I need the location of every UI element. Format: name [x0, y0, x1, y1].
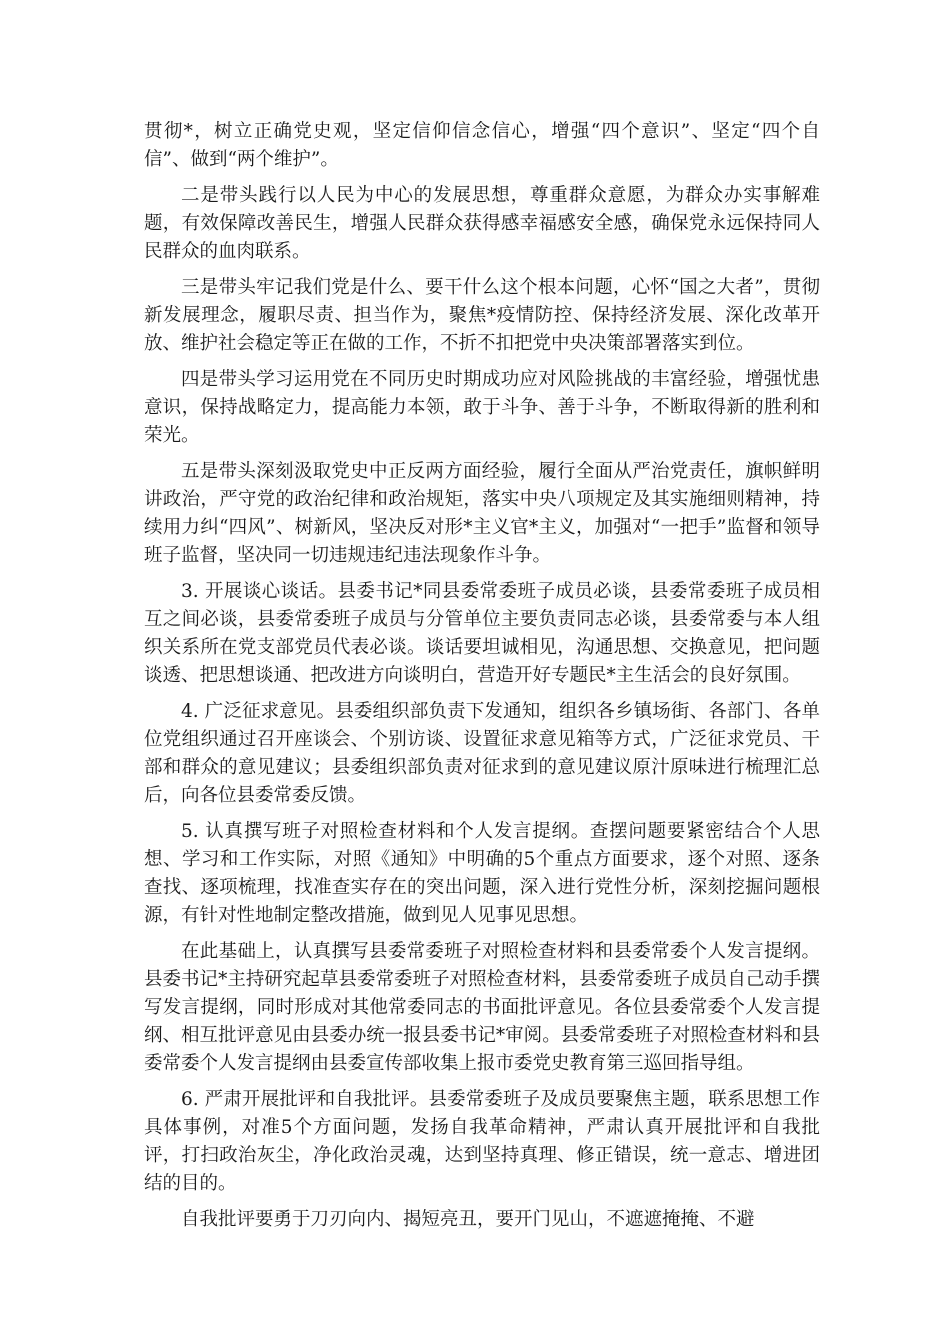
paragraph-item-four: 四是带头学习运用党在不同历史时期成功应对风险挑战的丰富经验，增强忧患意识，保持战略定力，提高能力本领，敢于斗争、善于斗争，不断取得新的胜利和荣光。: [144, 369, 820, 446]
paragraph-section-5-detail: 在此基础上，认真撰写县委常委班子对照检查材料和县委常委个人发言提纲。县委书记*主持研究起草县委常委班子对照检查材料，县委常委班子成员自己动手撰写发言提纲，同时形成对其他常委同志的书面批评意见。各位县委常委个人发言提纲、相互批评意见由县委办统一报县委书记*审阅。县委常委班子对照检查材料和县委常委个人发言提纲由县委宣传部收集上报市委党史教育第三巡回指导组。: [144, 941, 820, 1074]
paragraph-item-two: 二是带头践行以人民为中心的发展思想，尊重群众意愿，为群众办实事解难题，有效保障改善民生，增强人民群众获得感幸福感安全感，确保党永远保持同人民群众的血肉联系。: [144, 185, 820, 262]
paragraph-section-6: 6. 严肃开展批评和自我批评。县委常委班子及成员要聚焦主题，联系思想工作具体事例，对准5个方面问题，发扬自我革命精神，严肃认真开展批评和自我批评，打扫政治灰尘，净化政治灵魂，达到坚持真理、修正错误，统一意志、增进团结的目的。: [144, 1089, 820, 1194]
paragraph-item-five: 五是带头深刻汲取党史中正反两方面经验，履行全面从严治党责任，旗帜鲜明讲政治，严守党的政治纪律和政治规矩，落实中央八项规定及其实施细则精神，持续用力纠“四风”、树新风，坚决反对形*主义官*主义，加强对“一把手”监督和领导班子监督，坚决同一切违规违纪违法现象作斗争。: [144, 461, 820, 566]
document-page: [144, 118, 820, 1242]
paragraph-section-5: 5. 认真撰写班子对照检查材料和个人发言提纲。查摆问题要紧密结合个人思想、学习和工作实际，对照《通知》中明确的5个重点方面要求，逐个对照、逐条查找、逐项梳理，找准查实存在的突出问题，深入进行党性分析，深刻挖掘问题根源，有针对性地制定整改措施，做到见人见事见思想。: [144, 821, 820, 926]
paragraph-item-three: 三是带头牢记我们党是什么、要干什么这个根本问题，心怀“国之大者”，贯彻新发展理念，履职尽责、担当作为，聚焦*疫情防控、保持经济发展、深化改革开放、维护社会稳定等正在做的工作，不折不扣把党中央决策部署落实到位。: [144, 277, 820, 354]
paragraph-section-3: 3. 开展谈心谈话。县委书记*同县委常委班子成员必谈，县委常委班子成员相互之间必谈，县委常委班子成员与分管单位主要负责同志必谈，县委常委与本人组织关系所在党支部党员代表必谈。谈话要坦诚相见，沟通思想、交换意见，把问题谈透、把思想谈通、把改进方向谈明白，营造开好专题民*主生活会的良好氛围。: [144, 581, 820, 686]
paragraph-continued: 贯彻*，树立正确党史观，坚定信仰信念信心，增强“四个意识”、坚定“四个自信”、做到“两个维护”。: [144, 121, 820, 170]
paragraph-section-4: 4. 广泛征求意见。县委组织部负责下发通知，组织各乡镇场街、各部门、各单位党组织通过召开座谈会、个别访谈、设置征求意见箱等方式，广泛征求党员、干部和群众的意见建议；县委组织部负责对征求到的意见建议原汁原味进行梳理汇总后，向各位县委常委反馈。: [144, 701, 820, 806]
paragraph-self-criticism: 自我批评要勇于刀刃向内、揭短亮丑，要开门见山，不遮遮掩掩、不避: [181, 1209, 755, 1230]
